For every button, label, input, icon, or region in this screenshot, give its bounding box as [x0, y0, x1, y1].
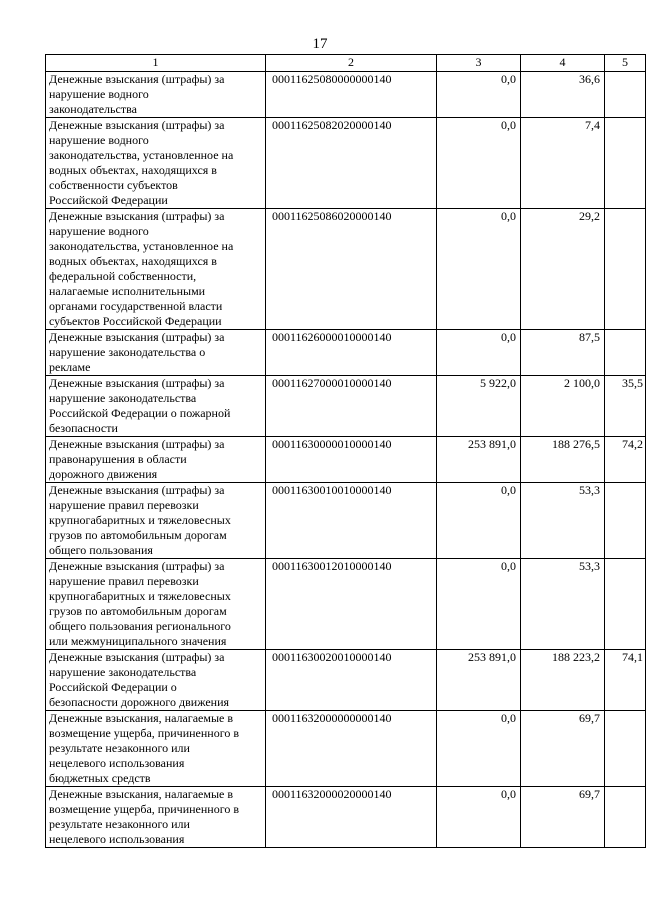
table-row: [46, 330, 646, 376]
row-name: Денежные взыскания (штрафы) за нарушение правил перевозки крупногабаритных и тяжеловесных грузов по автомобильным дорогам общего пользования: [46, 483, 266, 559]
row-col4: 29,2: [521, 209, 605, 330]
row-col3: 0,0: [437, 209, 521, 330]
row-col4: 7,4: [521, 118, 605, 209]
row-col3: 253 891,0: [437, 437, 521, 483]
table-row: [46, 711, 646, 787]
row-name: Денежные взыскания (штрафы) за правонарушения в области дорожного движения: [46, 437, 266, 483]
table-row: [46, 437, 646, 483]
table-row: [46, 72, 646, 118]
row-col3: 0,0: [437, 711, 521, 787]
row-col5: [605, 711, 646, 787]
row-col3: 0,0: [437, 72, 521, 118]
row-name: Денежные взыскания, налагаемые в возмещение ущерба, причиненного в результате незаконного или нецелевого использования: [46, 787, 266, 848]
row-name: Денежные взыскания (штрафы) за нарушение законодательства о рекламе: [46, 330, 266, 376]
row-code: 00011630012010000140: [266, 559, 437, 650]
row-col4: 2 100,0: [521, 376, 605, 437]
row-name: Денежные взыскания (штрафы) за нарушение водного законодательства, установленное на водных объектах, находящихся в федеральной собственности, налагаемые исполнительными органами государственной власти субъектов Российской Федерации: [46, 209, 266, 330]
header-col-4: 4: [521, 55, 605, 72]
row-code: 00011625086020000140: [266, 209, 437, 330]
table-row: [46, 209, 646, 330]
row-name: Денежные взыскания (штрафы) за нарушение водного законодательства: [46, 72, 266, 118]
table-row: [46, 118, 646, 209]
page-number: 17: [312, 36, 328, 52]
row-col5: [605, 330, 646, 376]
table-row: [46, 650, 646, 711]
row-name: Денежные взыскания (штрафы) за нарушение законодательства Российской Федерации о пожарной безопасности: [46, 376, 266, 437]
row-name: Денежные взыскания (штрафы) за нарушение водного законодательства, установленное на водных объектах, находящихся в собственности субъектов Российской Федерации: [46, 118, 266, 209]
row-col3: 5 922,0: [437, 376, 521, 437]
row-col4: 53,3: [521, 559, 605, 650]
row-code: 00011632000020000140: [266, 787, 437, 848]
row-col4: 69,7: [521, 711, 605, 787]
row-name: Денежные взыскания (штрафы) за нарушение правил перевозки крупногабаритных и тяжеловесных грузов по автомобильным дорогам общего пользования регионального или межмуниципального значения: [46, 559, 266, 650]
row-col3: 0,0: [437, 483, 521, 559]
row-col5: [605, 787, 646, 848]
row-col5: [605, 209, 646, 330]
row-name: Денежные взыскания (штрафы) за нарушение законодательства Российской Федерации о безопасности дорожного движения: [46, 650, 266, 711]
row-col4: 188 276,5: [521, 437, 605, 483]
table-row: [46, 483, 646, 559]
row-col3: 0,0: [437, 330, 521, 376]
row-col3: 0,0: [437, 118, 521, 209]
table-row: [46, 376, 646, 437]
row-name: Денежные взыскания, налагаемые в возмещение ущерба, причиненного в результате незаконного или нецелевого использования бюджетных средств: [46, 711, 266, 787]
row-col3: 253 891,0: [437, 650, 521, 711]
row-col4: 188 223,2: [521, 650, 605, 711]
row-col3: 0,0: [437, 787, 521, 848]
row-col5: 74,1: [605, 650, 646, 711]
row-col5: 74,2: [605, 437, 646, 483]
table-row: [46, 787, 646, 848]
row-code: 00011630010010000140: [266, 483, 437, 559]
row-code: 00011627000010000140: [266, 376, 437, 437]
row-col5: [605, 559, 646, 650]
header-col-3: 3: [437, 55, 521, 72]
revenue-table: [45, 54, 646, 848]
row-col4: 36,6: [521, 72, 605, 118]
row-code: 00011630020010000140: [266, 650, 437, 711]
header-col-1: 1: [46, 55, 266, 72]
row-col4: 87,5: [521, 330, 605, 376]
row-code: 00011626000010000140: [266, 330, 437, 376]
row-col4: 69,7: [521, 787, 605, 848]
row-code: 00011632000000000140: [266, 711, 437, 787]
row-code: 00011630000010000140: [266, 437, 437, 483]
header-col-5: 5: [605, 55, 646, 72]
row-col3: 0,0: [437, 559, 521, 650]
row-col4: 53,3: [521, 483, 605, 559]
row-col5: [605, 118, 646, 209]
header-row: [46, 55, 646, 72]
row-code: 00011625082020000140: [266, 118, 437, 209]
row-col5: [605, 72, 646, 118]
row-col5: [605, 483, 646, 559]
table-row: [46, 559, 646, 650]
row-col5: 35,5: [605, 376, 646, 437]
header-col-2: 2: [266, 55, 437, 72]
row-code: 00011625080000000140: [266, 72, 437, 118]
